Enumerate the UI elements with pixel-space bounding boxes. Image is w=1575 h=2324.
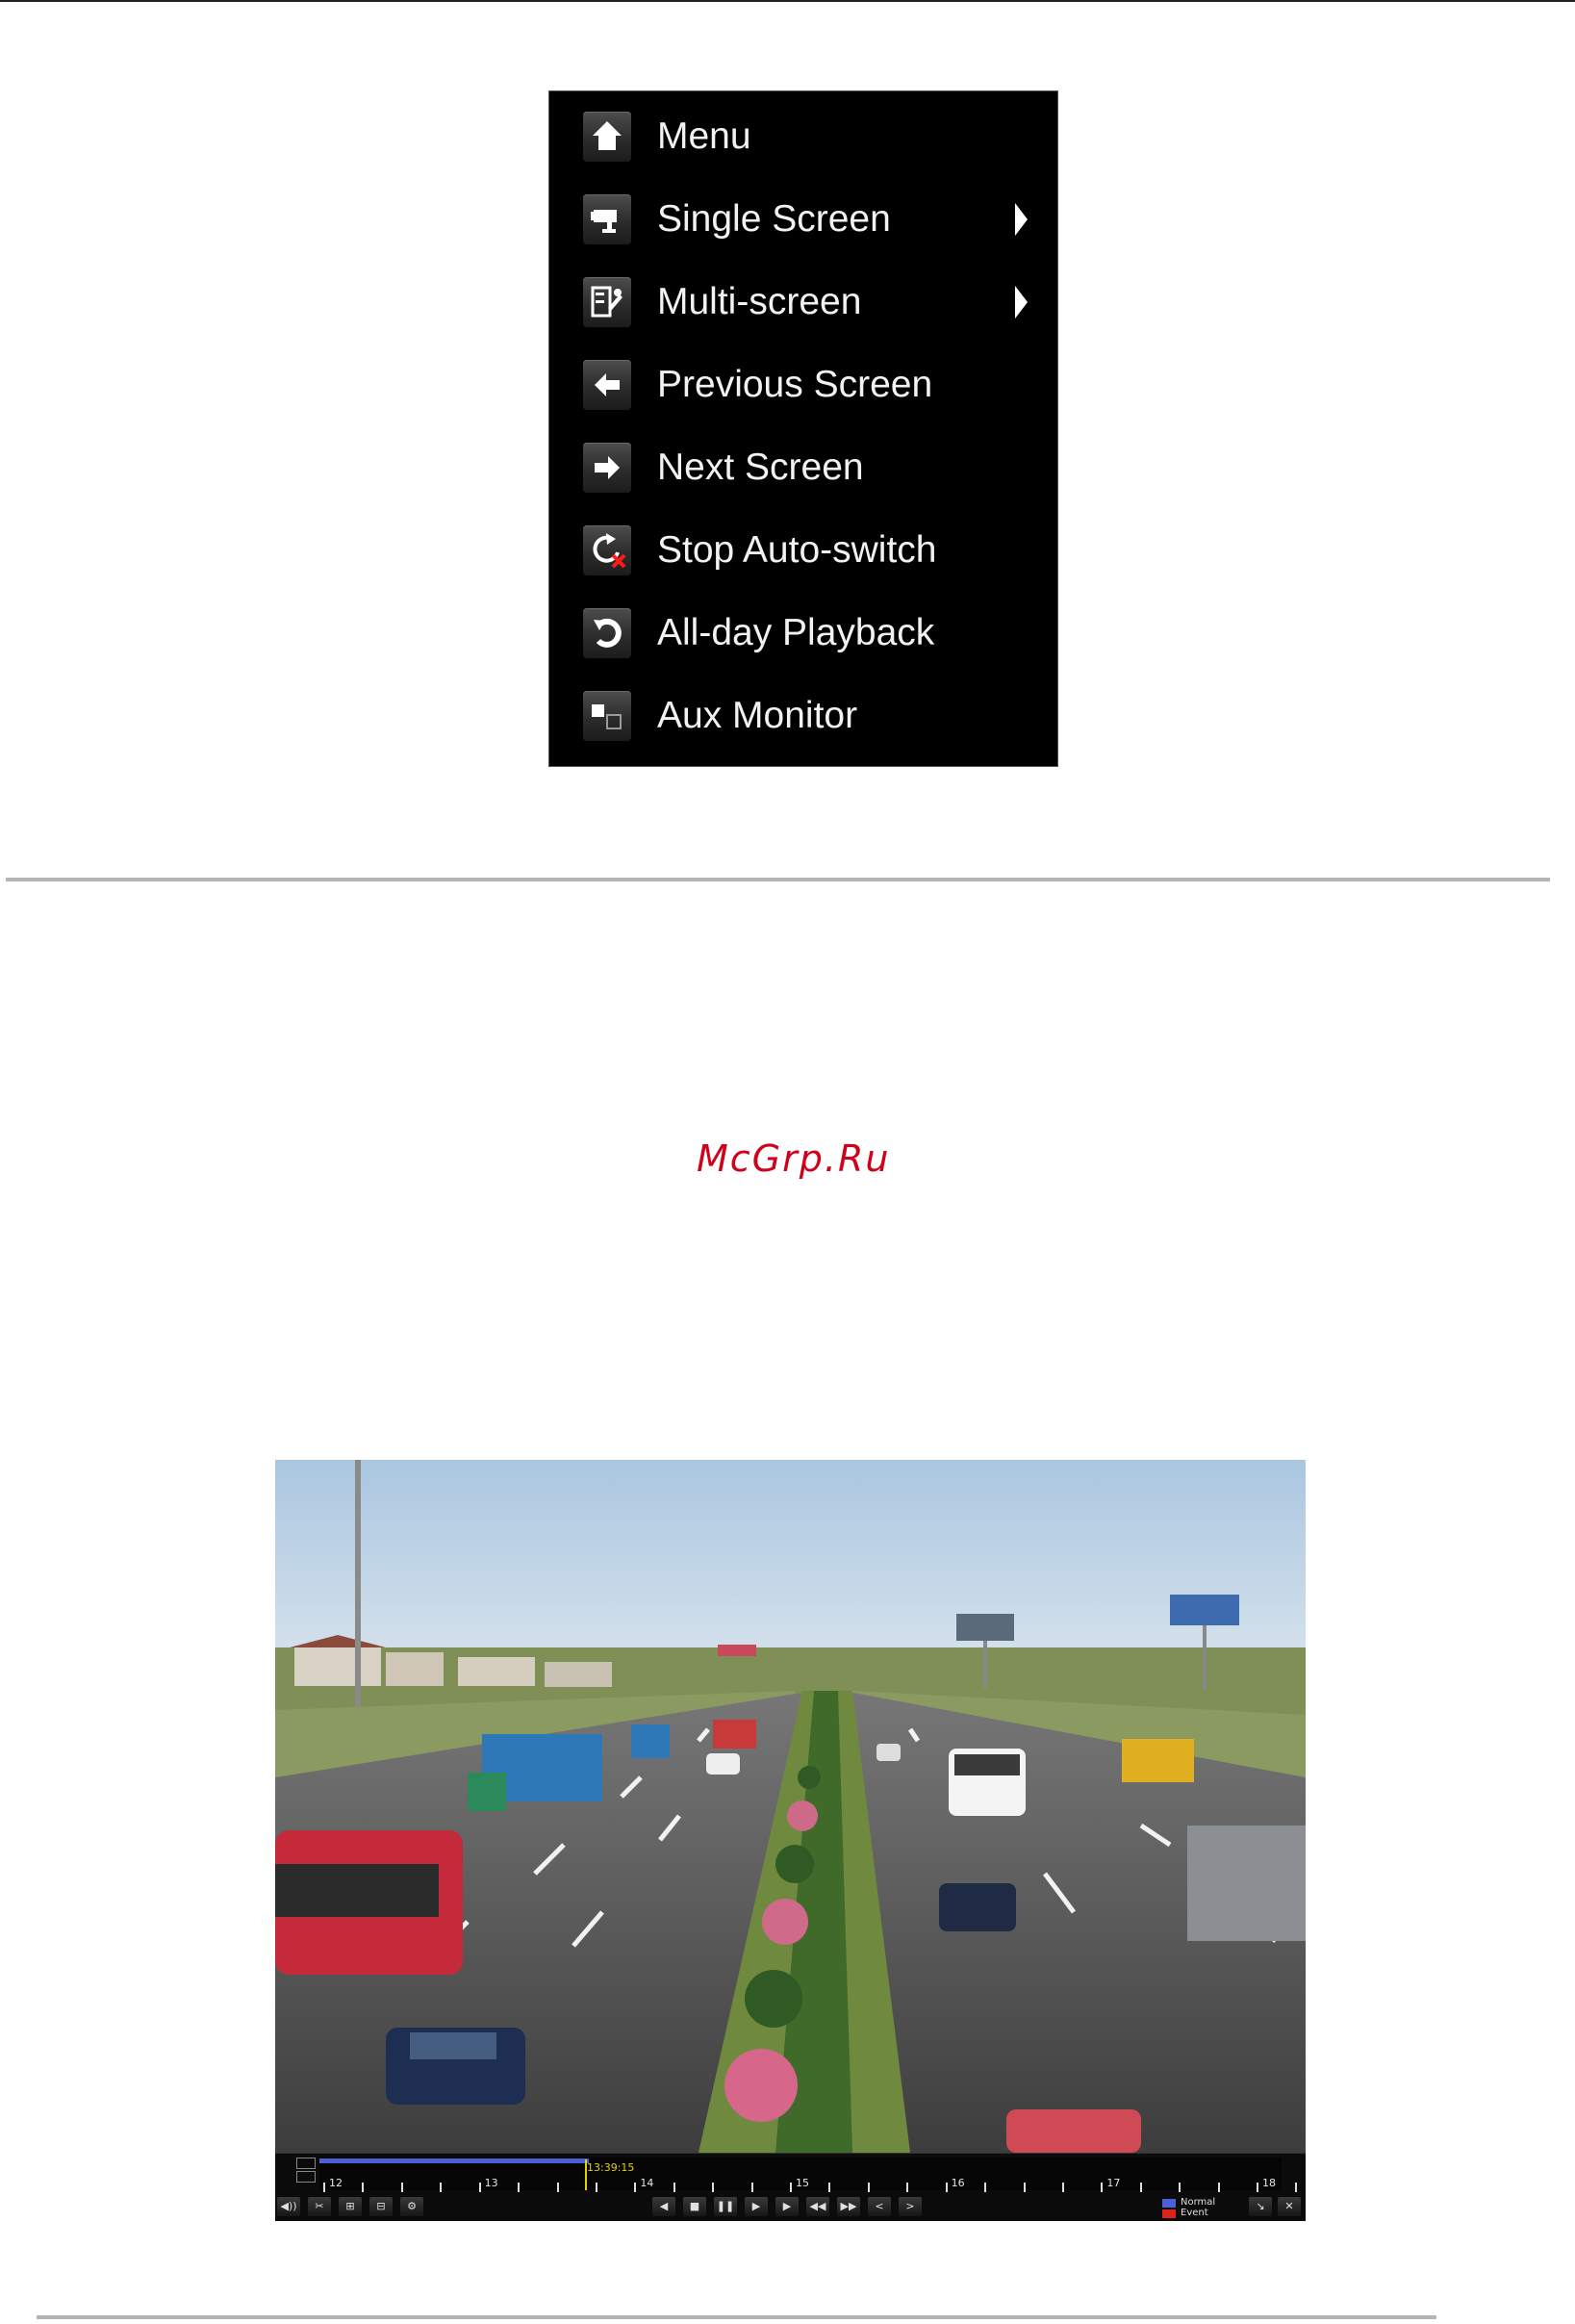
timeline-zoom-out-button[interactable] [296, 2171, 316, 2183]
menu-item-single-screen[interactable] [549, 178, 1057, 261]
menu-item-label: Stop Auto-switch [657, 529, 937, 571]
playback-window [275, 1460, 1306, 2221]
left-button-3[interactable]: ⊟ [369, 2197, 393, 2216]
center-button-8[interactable]: > [899, 2197, 922, 2216]
timeline-hour-label: 12 [329, 2177, 343, 2189]
timeline-tick [906, 2183, 908, 2192]
legend-event-label: Event [1181, 2208, 1208, 2218]
right-button-1[interactable]: ✕ [1278, 2197, 1301, 2216]
timeline-tick [1062, 2183, 1064, 2192]
timeline-tick [790, 2183, 792, 2192]
timeline-tick [751, 2183, 753, 2192]
timeline-tick [984, 2183, 986, 2192]
video-frame-image [275, 1460, 1306, 2153]
left-button-0[interactable]: ◀)) [277, 2197, 300, 2216]
camera-icon [583, 194, 631, 244]
center-button-7[interactable]: < [868, 2197, 891, 2216]
menu-item-menu[interactable] [549, 95, 1057, 178]
timeline-tick [401, 2183, 403, 2192]
menu-item-label: All-day Playback [657, 612, 935, 653]
timeline-tick [557, 2183, 559, 2192]
timeline-hour-label: 18 [1262, 2177, 1276, 2189]
recording-bar-normal [319, 2158, 589, 2163]
timeline-tick [868, 2183, 870, 2192]
timeline-tick [440, 2183, 442, 2192]
timeline-hour-label: 14 [640, 2177, 654, 2189]
legend-normal-swatch [1162, 2199, 1176, 2208]
section-divider [6, 878, 1550, 881]
center-button-2[interactable]: ❚❚ [714, 2197, 737, 2216]
timeline-hour-label: 16 [951, 2177, 965, 2189]
menu-item-stop-auto-switch[interactable] [549, 509, 1057, 592]
menu-item-label: Multi-screen [657, 281, 862, 322]
center-button-4[interactable]: ▶ [775, 2197, 799, 2216]
bottom-divider [37, 2315, 1436, 2319]
submenu-arrow-icon [1015, 286, 1028, 319]
menu-item-label: Previous Screen [657, 364, 933, 405]
aux-monitor-icon [583, 691, 631, 741]
playback-timeline[interactable] [275, 2153, 1306, 2221]
menu-item-label: Aux Monitor [657, 695, 858, 736]
menu-item-multi-screen[interactable] [549, 261, 1057, 344]
menu-item-label: Menu [657, 115, 751, 157]
timeline-tick [596, 2183, 597, 2192]
timeline-tick [1101, 2183, 1103, 2192]
arrow-left-icon [583, 360, 631, 410]
center-button-0[interactable]: ◀ [652, 2197, 675, 2216]
top-divider [0, 0, 1575, 2]
right-button-0[interactable]: ↘ [1249, 2197, 1272, 2216]
timeline-tick [634, 2183, 636, 2192]
watermark-text: McGrp.Ru [697, 1137, 891, 1180]
timeline-tick [1295, 2183, 1297, 2192]
timeline-hour-label: 13 [484, 2177, 498, 2189]
home-icon [583, 112, 631, 162]
center-button-3[interactable]: ▶ [745, 2197, 768, 2216]
timeline-tick [828, 2183, 830, 2192]
submenu-arrow-icon [1015, 203, 1028, 236]
center-button-1[interactable]: ■ [683, 2197, 706, 2216]
timeline-zoom-in-button[interactable] [296, 2158, 316, 2169]
timeline-tick [518, 2183, 520, 2192]
menu-item-next-screen[interactable] [549, 426, 1057, 509]
timeline-hour-label: 17 [1106, 2177, 1121, 2189]
timeline-tick [479, 2183, 481, 2192]
left-button-1[interactable]: ✂ [308, 2197, 331, 2216]
menu-item-previous-screen[interactable] [549, 344, 1057, 426]
playback-icon [583, 608, 631, 658]
timeline-tick [1218, 2183, 1220, 2192]
current-time-label: 13:39:15 [587, 2161, 635, 2174]
menu-item-label: Single Screen [657, 198, 891, 240]
menu-item-aux-monitor[interactable] [549, 675, 1057, 757]
context-menu [549, 91, 1057, 766]
left-button-4[interactable]: ⚙ [400, 2197, 423, 2216]
timeline-tick [1257, 2183, 1258, 2192]
legend-normal-label: Normal [1181, 2197, 1216, 2208]
left-button-2[interactable]: ⊞ [339, 2197, 362, 2216]
center-button-6[interactable]: ▶▶ [837, 2197, 860, 2216]
stop-auto-switch-icon [583, 525, 631, 575]
timeline-tick [673, 2183, 675, 2192]
menu-item-all-day-playback[interactable] [549, 592, 1057, 675]
legend-event-swatch [1162, 2209, 1176, 2218]
center-button-5[interactable]: ◀◀ [806, 2197, 829, 2216]
multiscreen-icon [583, 277, 631, 327]
menu-item-label: Next Screen [657, 447, 864, 488]
arrow-right-icon [583, 443, 631, 493]
timeline-tick [946, 2183, 948, 2192]
timeline-hour-label: 15 [796, 2177, 809, 2189]
playback-controls [275, 2195, 1306, 2220]
timeline-tick [323, 2183, 325, 2192]
timeline-tick [1140, 2183, 1142, 2192]
timeline-tick [1024, 2183, 1026, 2192]
timeline-tick [1179, 2183, 1181, 2192]
timeline-tick [712, 2183, 714, 2192]
timeline-tick [362, 2183, 364, 2192]
